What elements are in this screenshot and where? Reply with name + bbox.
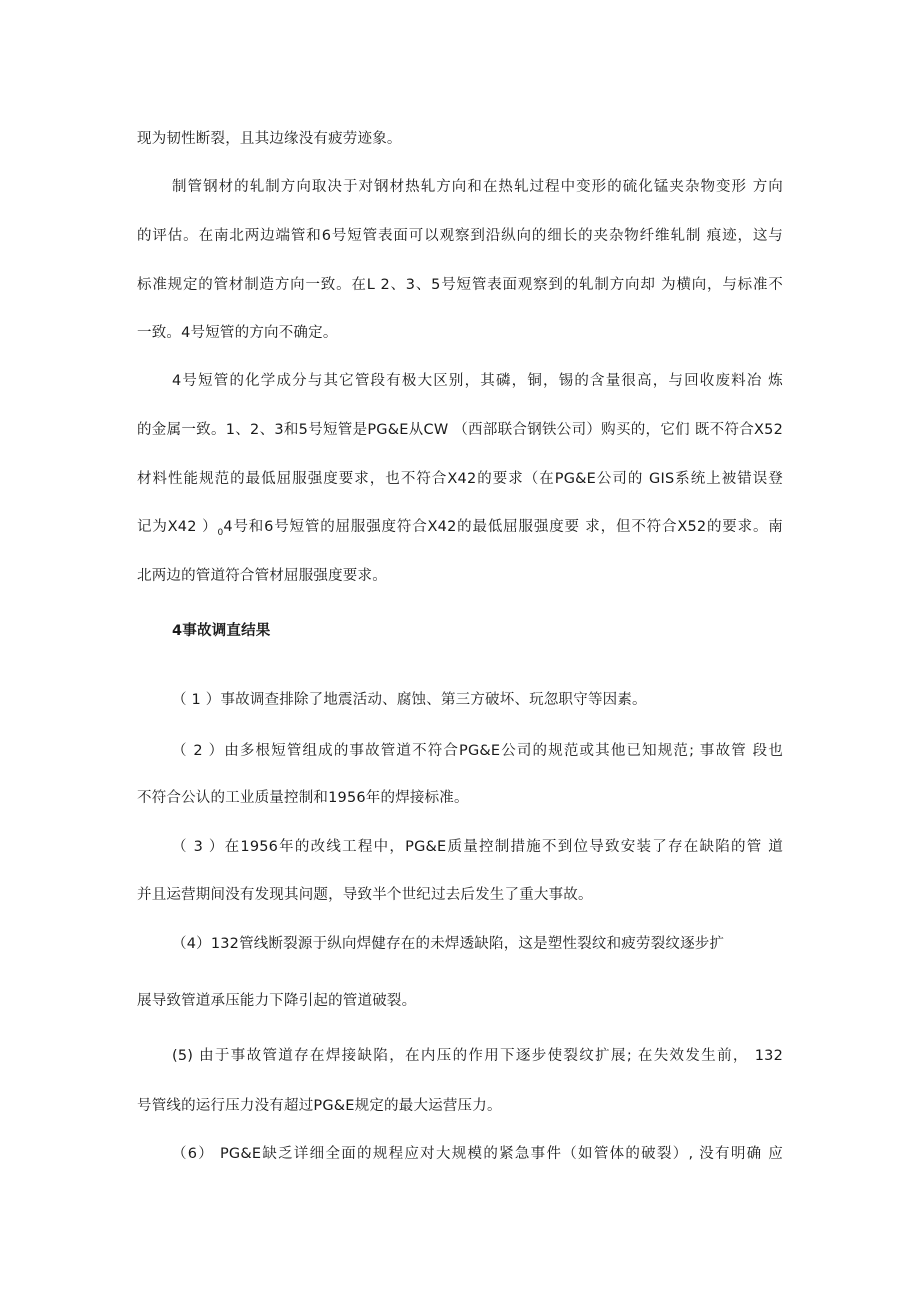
paragraph-line xyxy=(137,517,783,539)
paragraph-line: 一致。4号短管的方向不确定。 xyxy=(137,325,338,341)
list-item-line: （ 2 ）由多根短管组成的事故管道不符合PG&E公司的规范或其他已知规范; 事故管 段也 xyxy=(172,743,783,759)
text-run: 记为X42 ） xyxy=(137,519,218,535)
paragraph-line: 的金属一致。1、2、3和5号短管是PG&E从CW （西部联合钢铁公司）购买的，它们 既不符合X52 xyxy=(137,422,783,438)
paragraph-line: 标准规定的管材制造方向一致。在L 2、3、5号短管表面观察到的轧制方向却 为横向，与标准不 xyxy=(137,277,783,293)
paragraph-line: 现为韧性断裂，且其边缘没有疲劳迹象。 xyxy=(137,131,402,147)
subscript-mark: 0 xyxy=(217,528,224,538)
list-item-line: （6） PG&E缺乏详细全面的规程应对大规模的紧急事件（如管体的破裂）, 没有明确 应 xyxy=(172,1146,783,1162)
paragraph-line: 材料性能规范的最低屈服强度要求，也不符合X42的要求（在PG&E公司的 GIS系统上被错误登 xyxy=(137,471,783,487)
list-item-line: （ 1 ）事故调查排除了地震活动、腐蚀、第三方破坏、玩忽职守等因素。 xyxy=(172,692,647,708)
list-item-line: 号管线的运行压力没有超过PG&E规定的最大运营压力。 xyxy=(137,1098,502,1114)
text-run: 4号和6号短管的屈服强度符合X42的最低屈服强度要 求，但不符合X52的要求。南 xyxy=(223,519,783,535)
list-item-line: （ 3 ）在1956年的改线工程中，PG&E质量控制措施不到位导致安装了存在缺陷的管 道 xyxy=(172,839,783,855)
list-item-line: （4）132管线断裂源于纵向焊健存在的未焊透缺陷，这是塑性裂纹和疲劳裂纹逐步扩 xyxy=(172,936,725,952)
list-item-line: (5) 由于事故管道存在焊接缺陷，在内压的作用下逐步使裂纹扩展; 在失效发生前， 132 xyxy=(172,1048,783,1064)
paragraph-line: 4号短管的化学成分与其它管段有极大区别，其磷，铜，锡的含量很高，与回收废料冶 炼 xyxy=(172,373,783,389)
section-heading: 4事故调直结果 xyxy=(172,623,271,639)
paragraph-line: 北两边的管道符合管材屈服强度要求。 xyxy=(137,568,387,584)
list-item-line: 展导致管道承压能力下降引起的管道破裂。 xyxy=(137,993,417,1009)
list-item-line: 并且运营期间没有发现其问题，导致半个世纪过去后发生了重大事故。 xyxy=(137,887,593,903)
list-item-line: 不符合公认的工业质量控制和1956年的焊接标准。 xyxy=(137,790,469,806)
paragraph-line: 制管钢材的轧制方向取决于对钢材热轧方向和在热轧过程中变形的硫化锰夹杂物变形 方向 xyxy=(172,179,783,195)
paragraph-line: 的评估。在南北两边端管和6号短管表面可以观察到沿纵向的细长的夹杂物纤维轧制 痕迹，这与 xyxy=(137,228,783,244)
